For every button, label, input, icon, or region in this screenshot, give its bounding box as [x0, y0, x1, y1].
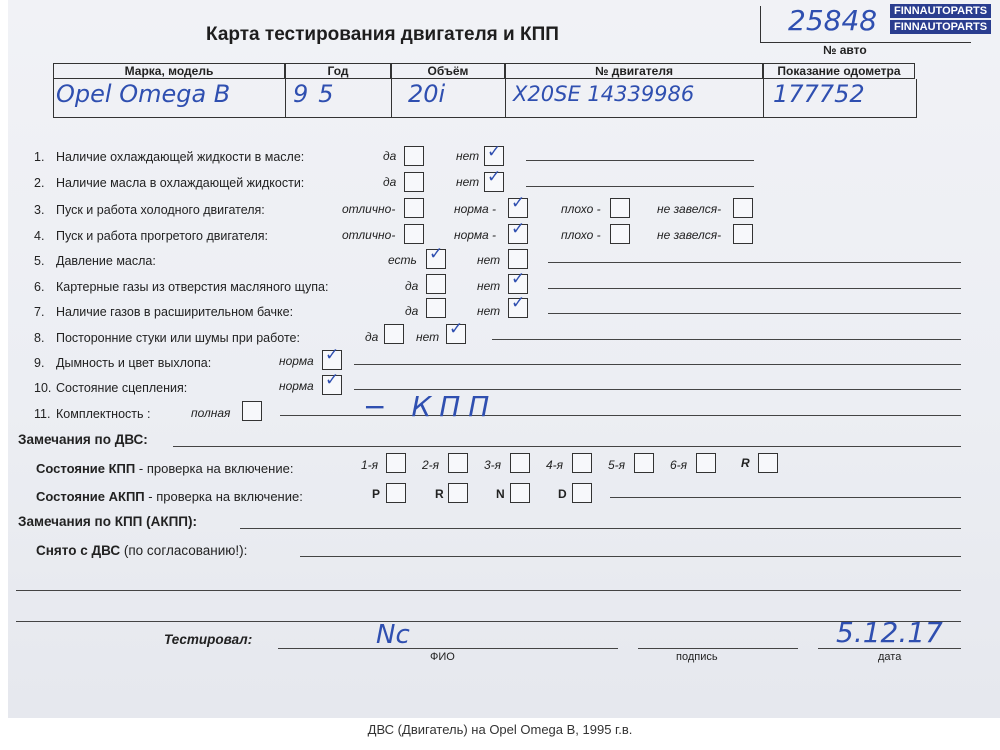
option-label: плохо -: [561, 228, 601, 242]
checkbox[interactable]: [404, 172, 424, 192]
auto-number-label: № авто: [823, 43, 867, 57]
answer-line: [610, 497, 961, 498]
checkbox[interactable]: [386, 483, 406, 503]
checkbox[interactable]: [758, 453, 778, 473]
gear-label: 1-я: [361, 458, 379, 472]
checkbox[interactable]: [242, 401, 262, 421]
test-card-sheet: [8, 0, 1000, 718]
item-number: 4.: [34, 229, 45, 243]
answer-line: [354, 364, 961, 365]
option-label: нет: [477, 279, 501, 293]
option-label: не завелся-: [657, 202, 722, 216]
option-label: норма -: [454, 202, 497, 216]
gear-label: 4-я: [546, 458, 564, 472]
engine-value: X20SE 14339986: [513, 82, 695, 106]
remarks-engine-label: Замечания по ДВС:: [18, 432, 148, 447]
answer-line: [548, 288, 961, 289]
checkbox[interactable]: [448, 483, 468, 503]
date-caption: дата: [878, 651, 902, 663]
item-number: 2.: [34, 176, 45, 190]
option-label: да: [405, 279, 419, 293]
option-label: не завелся-: [657, 228, 722, 242]
check-mark-icon: ✓: [511, 219, 526, 239]
check-mark-icon: ✓: [511, 269, 526, 289]
item-label: Дымность и цвет выхлопа:: [56, 356, 212, 370]
item-number: 6.: [34, 280, 45, 294]
checkbox[interactable]: [448, 453, 468, 473]
gear-label: R: [435, 487, 444, 501]
check-mark-icon: ✓: [487, 167, 502, 187]
item-label: Наличие масла в охлаждающей жидкости:: [56, 176, 305, 190]
col-volume-header: Объём: [391, 63, 505, 79]
item-label: Давление масла:: [56, 254, 156, 268]
col-engine-header: № двигателя: [505, 63, 763, 79]
answer-line: [526, 186, 754, 187]
option-label: нет: [416, 330, 440, 344]
option-label: нет: [477, 253, 501, 267]
card-title: Карта тестирования двигателя и КПП: [206, 24, 559, 45]
gear-label: 5-я: [608, 458, 626, 472]
option-label: нет: [456, 175, 480, 189]
item-label: Пуск и работа прогретого двигателя:: [56, 229, 268, 243]
option-label: нет: [477, 304, 501, 318]
gear-label: P: [372, 487, 381, 501]
answer-line: [548, 262, 961, 263]
item-number: 7.: [34, 305, 45, 319]
fio-caption: ФИО: [430, 651, 455, 663]
checkbox[interactable]: [404, 146, 424, 166]
checkbox[interactable]: [610, 224, 630, 244]
tested-label: Тестировал:: [164, 632, 253, 647]
image-caption: ДВС (Двигатель) на Opel Omega B, 1995 г.в.: [367, 722, 633, 737]
option-label: да: [405, 304, 419, 318]
divider: [285, 79, 286, 117]
option-label: нет: [456, 149, 480, 163]
checkbox[interactable]: [384, 324, 404, 344]
gear-label: 2-я: [422, 458, 440, 472]
fio-line: [278, 648, 618, 649]
brand-value: Opel Omega B: [56, 80, 231, 108]
col-year-header: Год: [285, 63, 391, 79]
volume-value: 20i: [408, 80, 446, 108]
option-label: да: [383, 175, 397, 189]
item-number: 8.: [34, 331, 45, 345]
checkbox[interactable]: [733, 224, 753, 244]
col-brand-header: Марка, модель: [53, 63, 285, 79]
remarks-gearbox-label: Замечания по КПП (АКПП):: [18, 514, 197, 529]
gearbox-label: Состояние КПП - проверка на включение:: [36, 461, 294, 476]
checkbox[interactable]: [508, 249, 528, 269]
fio-signature: Nc: [376, 620, 410, 650]
option-label: отлично-: [342, 202, 396, 216]
col-odometer-header: Показание одометра: [763, 63, 915, 79]
item-label: Наличие охлаждающей жидкости в масле:: [56, 150, 305, 164]
item-number: 1.: [34, 150, 45, 164]
gear-label: N: [496, 487, 505, 501]
option-label: да: [383, 149, 397, 163]
check-mark-icon: ✓: [511, 193, 526, 213]
option-label: норма: [279, 354, 314, 368]
check-mark-icon: ✓: [429, 244, 444, 264]
item-label: Состояние сцепления:: [56, 381, 188, 395]
check-mark-icon: ✓: [511, 293, 526, 313]
gear-label: D: [558, 487, 567, 501]
gear-label: 6-я: [670, 458, 688, 472]
checkbox[interactable]: [510, 453, 530, 473]
checkbox[interactable]: [634, 453, 654, 473]
checkbox[interactable]: [510, 483, 530, 503]
date-value: 5.12.17: [836, 616, 943, 649]
item-label: Комплектность :: [56, 407, 151, 421]
checkbox[interactable]: [572, 483, 592, 503]
item-number: 9.: [34, 356, 45, 370]
watermark-badge: FINNAUTOPARTS: [890, 4, 991, 18]
item-label: Посторонние стуки или шумы при работе:: [56, 331, 300, 345]
signature-line: [638, 648, 798, 649]
checkbox[interactable]: [572, 453, 592, 473]
auto-number-value: 25848: [788, 4, 878, 37]
check-mark-icon: ✓: [325, 370, 340, 390]
watermark-badge: FINNAUTOPARTS: [890, 20, 991, 34]
check-mark-icon: ✓: [325, 345, 340, 365]
item-number: 5.: [34, 254, 45, 268]
answer-line: [548, 313, 961, 314]
gear-label: R: [741, 456, 750, 470]
checkbox[interactable]: [426, 298, 446, 318]
checkbox[interactable]: [733, 198, 753, 218]
divider: [505, 79, 506, 117]
item-label: Пуск и работа холодного двигателя:: [56, 203, 265, 217]
option-label: норма: [279, 379, 314, 393]
check-mark-icon: ✓: [487, 142, 502, 162]
signature-caption: подпись: [676, 651, 718, 663]
answer-line: [526, 160, 754, 161]
option-label: есть: [388, 253, 417, 267]
option-label: плохо -: [561, 202, 601, 216]
gear-label: 3-я: [484, 458, 502, 472]
year-value: 95: [293, 80, 344, 108]
checkbox[interactable]: [610, 198, 630, 218]
checkbox[interactable]: [404, 224, 424, 244]
removed-label: Снято с ДВС (по согласованию!):: [36, 543, 248, 558]
checkbox[interactable]: [404, 198, 424, 218]
checkbox[interactable]: [386, 453, 406, 473]
item-label: Картерные газы из отверстия масляного щупа:: [56, 280, 329, 294]
answer-line: [492, 339, 961, 340]
option-label: отлично-: [342, 228, 396, 242]
item-number: 11.: [34, 407, 51, 421]
check-mark-icon: ✓: [449, 319, 464, 339]
option-label: норма -: [454, 228, 497, 242]
option-label: полная: [191, 406, 231, 420]
answer-line: [240, 528, 961, 529]
kit-note: − КПП: [363, 390, 498, 423]
option-label: да: [365, 330, 379, 344]
item-number: 10.: [34, 381, 52, 395]
answer-line: [173, 446, 961, 447]
answer-line: [16, 621, 961, 622]
item-label: Наличие газов в расширительном бачке:: [56, 305, 294, 319]
checkbox[interactable]: [696, 453, 716, 473]
divider: [391, 79, 392, 117]
divider: [763, 79, 764, 117]
checkbox[interactable]: [426, 274, 446, 294]
odometer-value: 177752: [773, 80, 865, 108]
answer-line: [300, 556, 961, 557]
item-number: 3.: [34, 203, 45, 217]
auto-gearbox-label: Состояние АКПП - проверка на включение:: [36, 489, 303, 504]
answer-line: [16, 590, 961, 591]
